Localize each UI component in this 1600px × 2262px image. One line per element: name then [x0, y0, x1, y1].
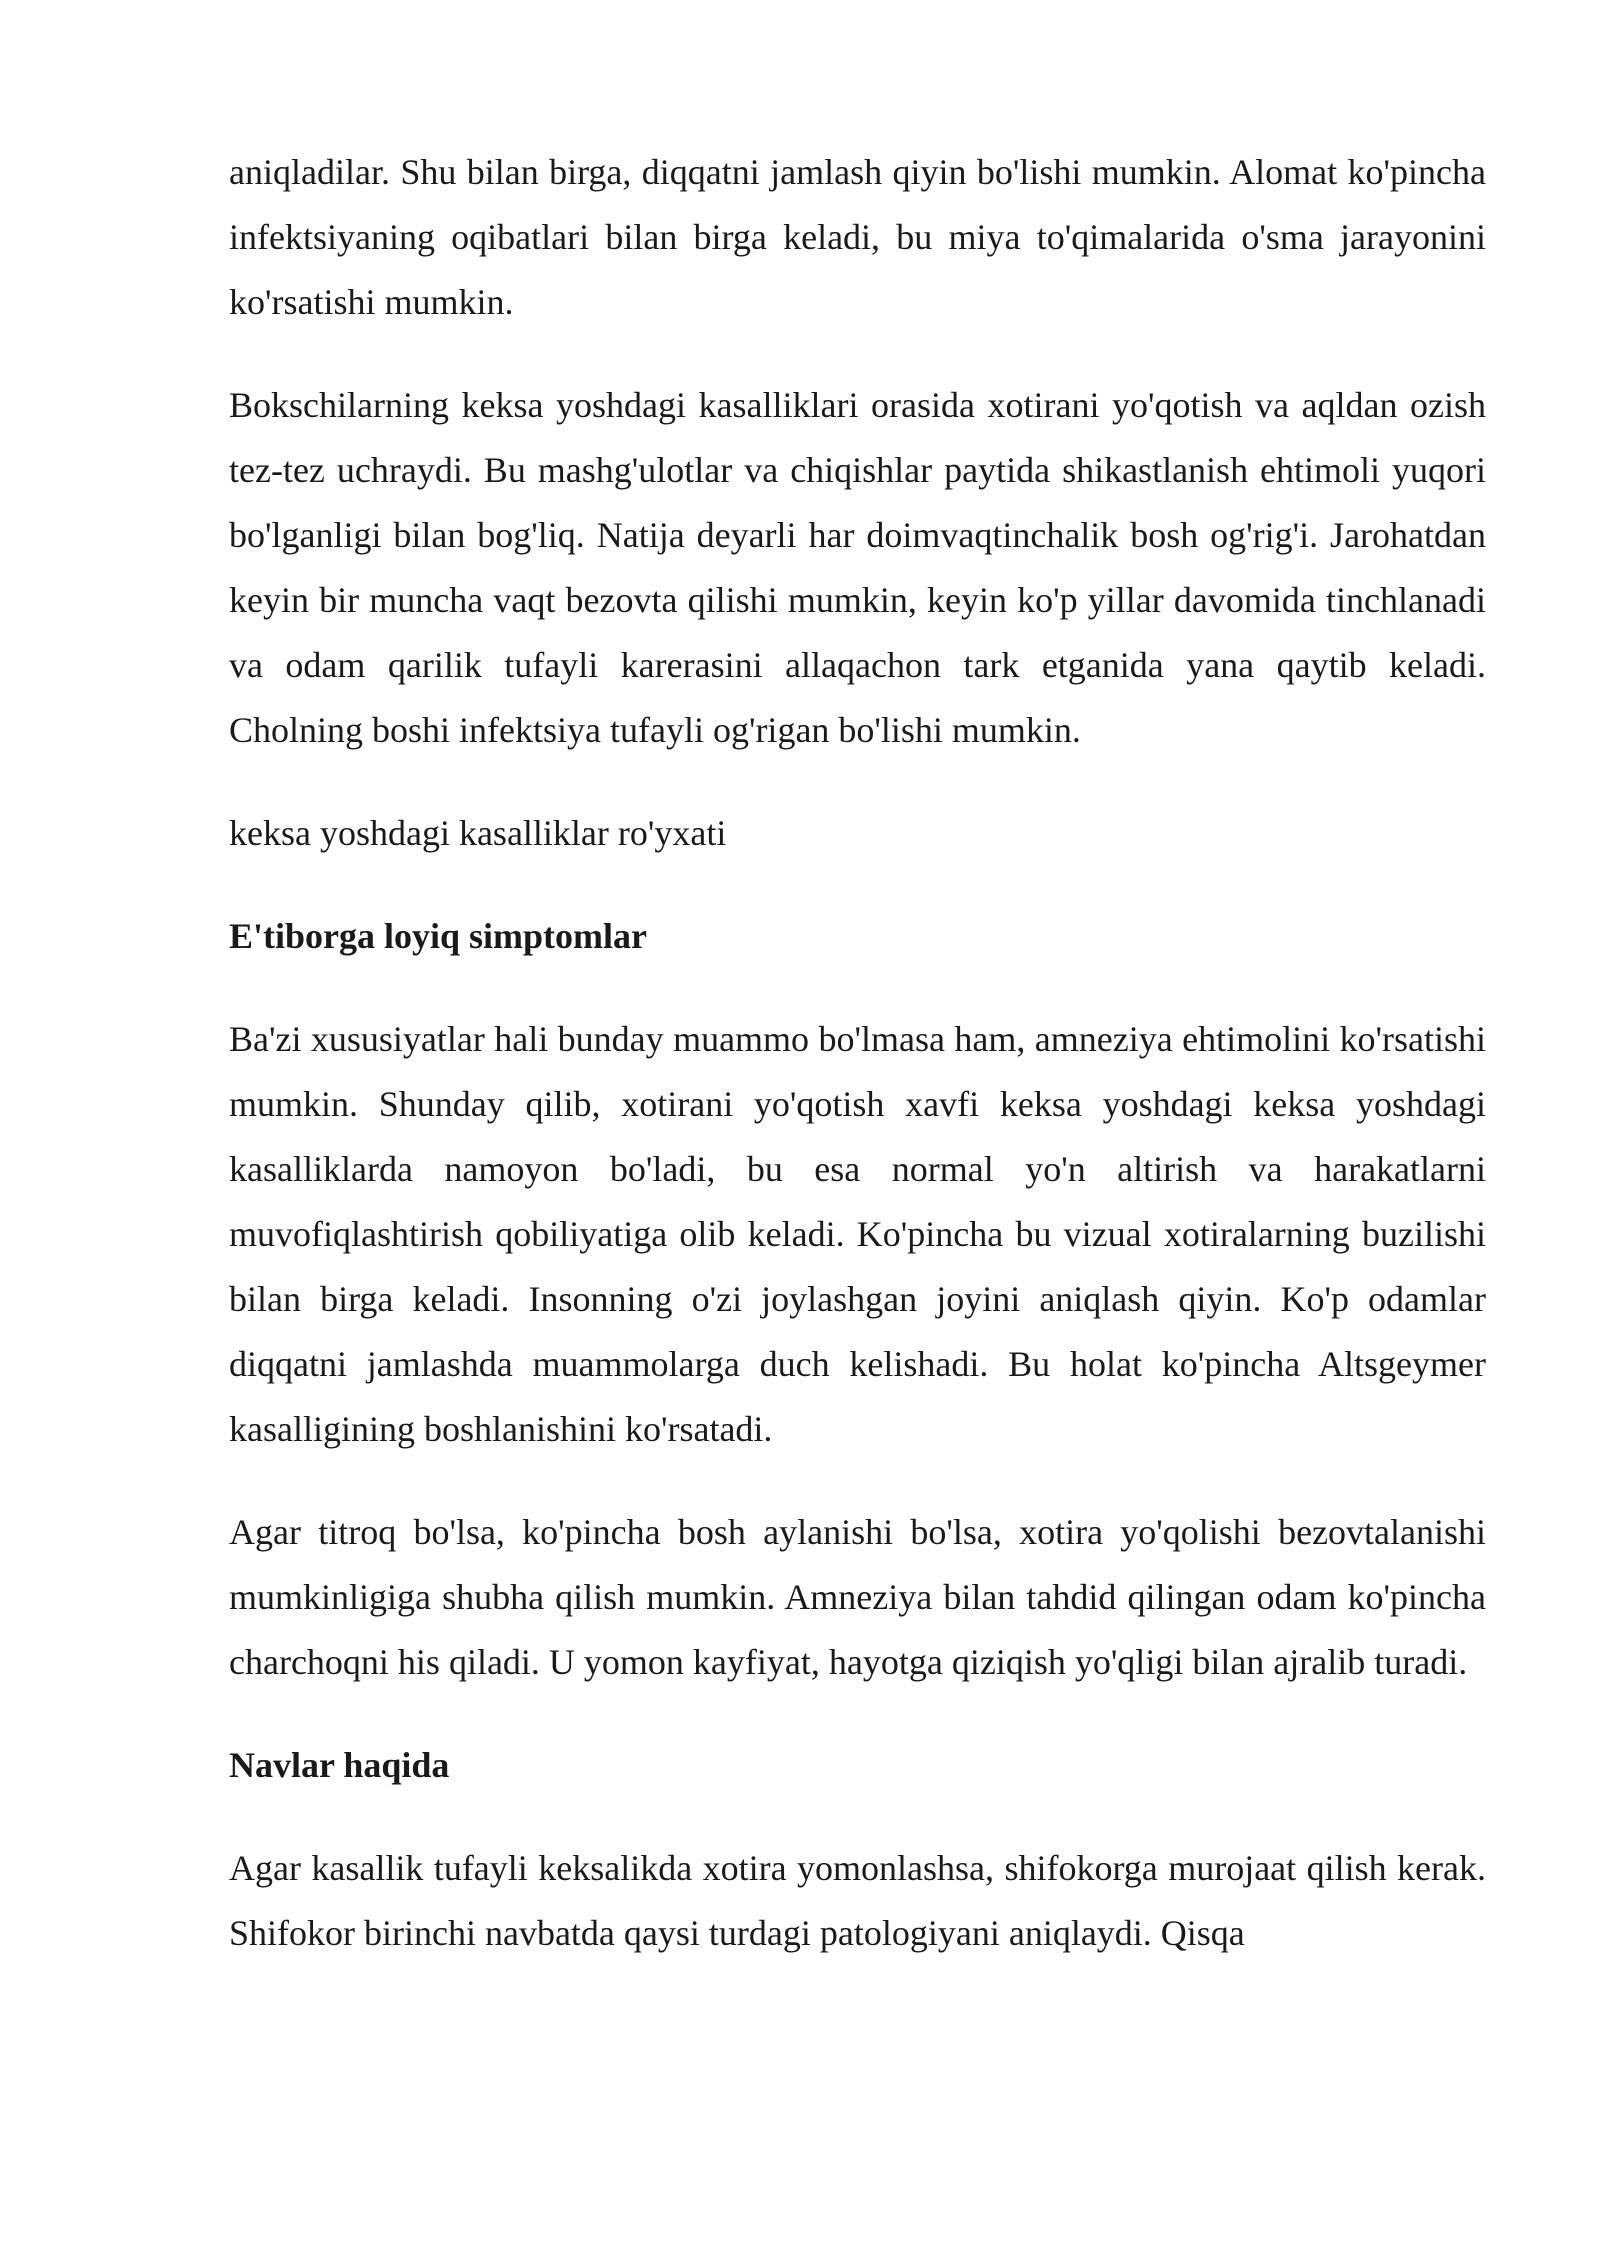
paragraph-varieties: Agar kasallik tufayli keksalikda xotira yomonlashsa, shifokorga murojaat qilish kerak. Shifokor birinchi navbatda qaysi turdagi patologiyani aniqlaydi. Qisqa [229, 1848, 1486, 1953]
paragraph-boxers: Bokschilarning keksa yoshdagi kasalliklari orasida xotirani yo'qotish va aqldan ozish tez-tez uchraydi. Bu mashg'ulotlar va chiqishlar paytida shikastlanish ehtimoli yuqori bo'lganligi bilan bog'liq. Natija deyarli har doimvaqtinchalik bosh og'rig'i. Jarohatdan keyin bir muncha vaqt bezovta qilishi mumkin, keyin ko'p yillar davomida tinchlanadi va odam qarilik tufayli karerasini allaqachon tark etganida yana qaytib keladi. Cholning boshi infektsiya tufayli og'rigan bo'lishi mumkin. [229, 385, 1486, 750]
heading-symptoms: E'tiborga loyiq simptomlar [229, 916, 648, 956]
paragraph-symptoms: Ba'zi xususiyatlar hali bunday muammo bo'lmasa ham, amneziya ehtimolini ko'rsatishi mumkin. Shunday qilib, xotirani yo'qotish xavfi keksa yoshdagi keksa yoshdagi kasalliklarda namoyon bo'ladi, bu esa normal yo'n altirish va harakatlarni muvofiqlashtirish qobiliyatiga olib keladi. Ko'pincha bu vizual xotiralarning buzilishi bilan birga keladi. Insonning o'zi joylashgan joyini aniqlash qiyin. Ko'p odamlar diqqatni jamlashda muammolarga duch kelishadi. Bu holat ko'pincha Altsgeymer kasalligining boshlanishini ko'rsatadi. [229, 1019, 1486, 1449]
paragraph-continuation: aniqladilar. Shu bilan birga, diqqatni jamlash qiyin bo'lishi mumkin. Alomat ko'pincha infektsiyaning oqibatlari bilan birga keladi, bu miya to'qimalarida o'sma jarayonini ko'rsatishi mumkin. [229, 152, 1486, 322]
heading-varieties: Navlar haqida [229, 1745, 450, 1785]
subtitle-disease-list: keksa yoshdagi kasalliklar ro'yxati [229, 813, 727, 853]
document-page [229, 140, 1486, 2004]
paragraph-tremor: Agar titroq bo'lsa, ko'pincha bosh aylanishi bo'lsa, xotira yo'qolishi bezovtalanishi mumkinligiga shubha qilish mumkin. Amneziya bilan tahdid qilingan odam ko'pincha charchoqni his qiladi. U yomon kayfiyat, hayotga qiziqish yo'qligi bilan ajralib turadi. [229, 1512, 1486, 1682]
